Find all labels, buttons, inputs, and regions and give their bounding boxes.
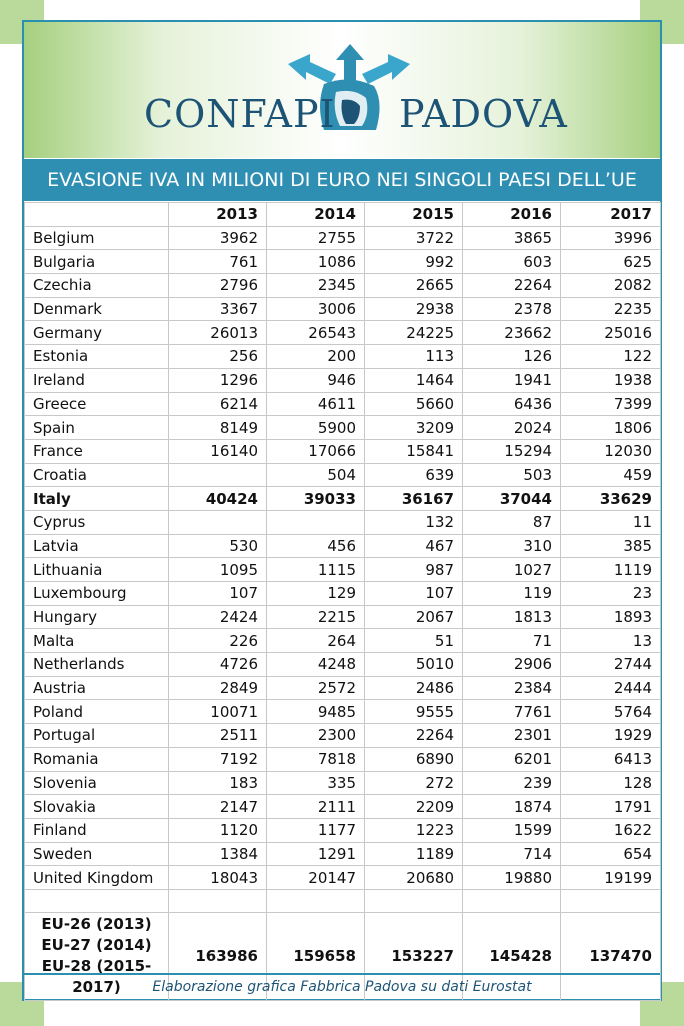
country-cell: Finland bbox=[25, 818, 169, 842]
value-cell: 1622 bbox=[561, 818, 661, 842]
value-cell: 2572 bbox=[267, 676, 365, 700]
page-title: EVASIONE IVA IN MILIONI DI EURO NEI SINGOLI PAESI DELL’UE bbox=[24, 159, 660, 201]
table-row bbox=[25, 416, 661, 440]
spacer-row bbox=[25, 889, 661, 912]
total-label-line: EU-27 (2014) bbox=[41, 936, 152, 955]
value-cell: 5900 bbox=[267, 416, 365, 440]
value-cell: 128 bbox=[561, 771, 661, 795]
value-cell: 20147 bbox=[267, 866, 365, 890]
value-cell: 2345 bbox=[267, 274, 365, 298]
country-cell: Malta bbox=[25, 629, 169, 653]
value-cell: 3865 bbox=[463, 226, 561, 250]
total-value: 163986 bbox=[169, 912, 267, 1000]
value-cell: 5660 bbox=[365, 392, 463, 416]
value-cell: 1813 bbox=[463, 605, 561, 629]
value-cell: 2301 bbox=[463, 724, 561, 748]
value-cell: 9485 bbox=[267, 700, 365, 724]
column-header: 2014 bbox=[267, 203, 365, 227]
country-cell: Croatia bbox=[25, 463, 169, 487]
source-footer: Elaborazione grafica Fabbrica Padova su dati Eurostat bbox=[24, 973, 660, 999]
value-cell: 459 bbox=[561, 463, 661, 487]
column-header bbox=[25, 203, 169, 227]
table-row bbox=[25, 582, 661, 606]
country-cell: Belgium bbox=[25, 226, 169, 250]
value-cell: 2796 bbox=[169, 274, 267, 298]
country-cell: Romania bbox=[25, 747, 169, 771]
value-cell: 122 bbox=[561, 345, 661, 369]
value-cell: 2209 bbox=[365, 795, 463, 819]
value-cell: 12030 bbox=[561, 439, 661, 463]
value-cell: 5764 bbox=[561, 700, 661, 724]
value-cell: 226 bbox=[169, 629, 267, 653]
table-row bbox=[25, 747, 661, 771]
value-cell: 4726 bbox=[169, 653, 267, 677]
table-row bbox=[25, 866, 661, 890]
value-cell: 11 bbox=[561, 510, 661, 534]
value-cell: 2424 bbox=[169, 605, 267, 629]
country-cell: Netherlands bbox=[25, 653, 169, 677]
confapi-padova-logo bbox=[24, 22, 660, 158]
table-row bbox=[25, 392, 661, 416]
value-cell: 18043 bbox=[169, 866, 267, 890]
value-cell: 6436 bbox=[463, 392, 561, 416]
value-cell: 2744 bbox=[561, 653, 661, 677]
arrows-emblem-icon bbox=[24, 22, 660, 158]
country-cell: Austria bbox=[25, 676, 169, 700]
value-cell: 13 bbox=[561, 629, 661, 653]
vat-gap-table bbox=[24, 202, 661, 1001]
table-row bbox=[25, 439, 661, 463]
table-row bbox=[25, 795, 661, 819]
brand-left-text: CONFAPI bbox=[144, 92, 336, 136]
value-cell: 1291 bbox=[267, 842, 365, 866]
value-cell: 4611 bbox=[267, 392, 365, 416]
value-cell: 23 bbox=[561, 582, 661, 606]
value-cell: 272 bbox=[365, 771, 463, 795]
value-cell: 3367 bbox=[169, 297, 267, 321]
value-cell: 2264 bbox=[463, 274, 561, 298]
table-row bbox=[25, 226, 661, 250]
country-cell: Germany bbox=[25, 321, 169, 345]
value-cell: 1464 bbox=[365, 368, 463, 392]
value-cell: 3722 bbox=[365, 226, 463, 250]
table-row bbox=[25, 534, 661, 558]
value-cell: 2378 bbox=[463, 297, 561, 321]
value-cell: 19880 bbox=[463, 866, 561, 890]
total-label-line: 2017) bbox=[72, 978, 121, 997]
value-cell: 2147 bbox=[169, 795, 267, 819]
value-cell: 1027 bbox=[463, 558, 561, 582]
table-row bbox=[25, 558, 661, 582]
value-cell: 1874 bbox=[463, 795, 561, 819]
value-cell: 25016 bbox=[561, 321, 661, 345]
value-cell: 26543 bbox=[267, 321, 365, 345]
value-cell: 23662 bbox=[463, 321, 561, 345]
table-row bbox=[25, 250, 661, 274]
column-header: 2017 bbox=[561, 203, 661, 227]
value-cell: 113 bbox=[365, 345, 463, 369]
value-cell: 256 bbox=[169, 345, 267, 369]
value-cell: 310 bbox=[463, 534, 561, 558]
table-row bbox=[25, 274, 661, 298]
value-cell: 6214 bbox=[169, 392, 267, 416]
value-cell bbox=[169, 463, 267, 487]
value-cell: 2486 bbox=[365, 676, 463, 700]
value-cell: 987 bbox=[365, 558, 463, 582]
value-cell: 16140 bbox=[169, 439, 267, 463]
value-cell: 15294 bbox=[463, 439, 561, 463]
value-cell: 6201 bbox=[463, 747, 561, 771]
country-cell: Portugal bbox=[25, 724, 169, 748]
value-cell: 9555 bbox=[365, 700, 463, 724]
value-cell: 6413 bbox=[561, 747, 661, 771]
value-cell: 2264 bbox=[365, 724, 463, 748]
value-cell: 264 bbox=[267, 629, 365, 653]
value-cell: 3996 bbox=[561, 226, 661, 250]
value-cell bbox=[267, 510, 365, 534]
value-cell: 5010 bbox=[365, 653, 463, 677]
table-row bbox=[25, 463, 661, 487]
value-cell: 2384 bbox=[463, 676, 561, 700]
value-cell: 639 bbox=[365, 463, 463, 487]
value-cell: 2444 bbox=[561, 676, 661, 700]
value-cell: 1938 bbox=[561, 368, 661, 392]
value-cell: 1929 bbox=[561, 724, 661, 748]
value-cell: 107 bbox=[169, 582, 267, 606]
value-cell: 7192 bbox=[169, 747, 267, 771]
value-cell: 1599 bbox=[463, 818, 561, 842]
value-cell: 1791 bbox=[561, 795, 661, 819]
total-value: 159658 bbox=[267, 912, 365, 1000]
value-cell: 1086 bbox=[267, 250, 365, 274]
value-cell: 4248 bbox=[267, 653, 365, 677]
table-row bbox=[25, 724, 661, 748]
value-cell: 2300 bbox=[267, 724, 365, 748]
value-cell: 1223 bbox=[365, 818, 463, 842]
value-cell: 1115 bbox=[267, 558, 365, 582]
value-cell: 603 bbox=[463, 250, 561, 274]
value-cell: 200 bbox=[267, 345, 365, 369]
value-cell: 503 bbox=[463, 463, 561, 487]
table-row bbox=[25, 818, 661, 842]
value-cell: 2215 bbox=[267, 605, 365, 629]
country-cell: Spain bbox=[25, 416, 169, 440]
value-cell: 2906 bbox=[463, 653, 561, 677]
value-cell: 15841 bbox=[365, 439, 463, 463]
table-row bbox=[25, 700, 661, 724]
table-row bbox=[25, 771, 661, 795]
value-cell: 2111 bbox=[267, 795, 365, 819]
value-cell: 33629 bbox=[561, 487, 661, 511]
value-cell: 946 bbox=[267, 368, 365, 392]
value-cell: 2511 bbox=[169, 724, 267, 748]
country-cell: Latvia bbox=[25, 534, 169, 558]
value-cell: 7761 bbox=[463, 700, 561, 724]
table-row bbox=[25, 510, 661, 534]
value-cell bbox=[169, 510, 267, 534]
value-cell: 10071 bbox=[169, 700, 267, 724]
value-cell: 2938 bbox=[365, 297, 463, 321]
country-cell: Czechia bbox=[25, 274, 169, 298]
value-cell: 3962 bbox=[169, 226, 267, 250]
value-cell: 3209 bbox=[365, 416, 463, 440]
table-body bbox=[25, 226, 661, 1000]
value-cell: 2665 bbox=[365, 274, 463, 298]
value-cell: 87 bbox=[463, 510, 561, 534]
value-cell: 8149 bbox=[169, 416, 267, 440]
value-cell: 7818 bbox=[267, 747, 365, 771]
value-cell: 335 bbox=[267, 771, 365, 795]
country-cell: United Kingdom bbox=[25, 866, 169, 890]
value-cell: 1177 bbox=[267, 818, 365, 842]
country-cell: Greece bbox=[25, 392, 169, 416]
value-cell: 24225 bbox=[365, 321, 463, 345]
country-cell: Lithuania bbox=[25, 558, 169, 582]
table-row bbox=[25, 487, 661, 511]
value-cell: 20680 bbox=[365, 866, 463, 890]
table-row bbox=[25, 345, 661, 369]
table-row bbox=[25, 321, 661, 345]
value-cell: 26013 bbox=[169, 321, 267, 345]
table-row bbox=[25, 842, 661, 866]
value-cell: 39033 bbox=[267, 487, 365, 511]
total-value: 153227 bbox=[365, 912, 463, 1000]
value-cell: 19199 bbox=[561, 866, 661, 890]
infographic-frame bbox=[22, 20, 662, 1001]
value-cell: 183 bbox=[169, 771, 267, 795]
country-cell: France bbox=[25, 439, 169, 463]
country-cell: Slovakia bbox=[25, 795, 169, 819]
table-row bbox=[25, 368, 661, 392]
total-label-line: EU-26 (2013) bbox=[41, 915, 152, 934]
table-row bbox=[25, 653, 661, 677]
value-cell: 126 bbox=[463, 345, 561, 369]
value-cell: 132 bbox=[365, 510, 463, 534]
value-cell: 1384 bbox=[169, 842, 267, 866]
value-cell: 2849 bbox=[169, 676, 267, 700]
value-cell: 1296 bbox=[169, 368, 267, 392]
value-cell: 1095 bbox=[169, 558, 267, 582]
value-cell: 239 bbox=[463, 771, 561, 795]
value-cell: 467 bbox=[365, 534, 463, 558]
value-cell: 2235 bbox=[561, 297, 661, 321]
country-cell: Slovenia bbox=[25, 771, 169, 795]
country-cell: Luxembourg bbox=[25, 582, 169, 606]
country-cell: Ireland bbox=[25, 368, 169, 392]
table-header-row bbox=[25, 203, 661, 227]
value-cell: 714 bbox=[463, 842, 561, 866]
country-cell: Bulgaria bbox=[25, 250, 169, 274]
value-cell: 504 bbox=[267, 463, 365, 487]
column-header: 2013 bbox=[169, 203, 267, 227]
country-cell: Denmark bbox=[25, 297, 169, 321]
value-cell: 385 bbox=[561, 534, 661, 558]
brand-right-text: PADOVA bbox=[399, 92, 568, 136]
value-cell: 2067 bbox=[365, 605, 463, 629]
value-cell: 37044 bbox=[463, 487, 561, 511]
value-cell: 530 bbox=[169, 534, 267, 558]
country-cell: Sweden bbox=[25, 842, 169, 866]
country-cell: Cyprus bbox=[25, 510, 169, 534]
value-cell: 6890 bbox=[365, 747, 463, 771]
total-label-line: EU-28 (2015- bbox=[41, 957, 152, 976]
value-cell: 1941 bbox=[463, 368, 561, 392]
value-cell: 7399 bbox=[561, 392, 661, 416]
value-cell: 456 bbox=[267, 534, 365, 558]
total-value: 137470 bbox=[561, 912, 661, 1000]
column-header: 2015 bbox=[365, 203, 463, 227]
total-value: 145428 bbox=[463, 912, 561, 1000]
table-row bbox=[25, 605, 661, 629]
value-cell: 625 bbox=[561, 250, 661, 274]
value-cell: 1806 bbox=[561, 416, 661, 440]
country-cell: Estonia bbox=[25, 345, 169, 369]
value-cell: 1189 bbox=[365, 842, 463, 866]
country-cell: Poland bbox=[25, 700, 169, 724]
value-cell: 107 bbox=[365, 582, 463, 606]
value-cell: 129 bbox=[267, 582, 365, 606]
value-cell: 2082 bbox=[561, 274, 661, 298]
value-cell: 2755 bbox=[267, 226, 365, 250]
table-row bbox=[25, 629, 661, 653]
country-cell: Hungary bbox=[25, 605, 169, 629]
value-cell: 992 bbox=[365, 250, 463, 274]
value-cell: 71 bbox=[463, 629, 561, 653]
value-cell: 761 bbox=[169, 250, 267, 274]
value-cell: 1120 bbox=[169, 818, 267, 842]
value-cell: 1893 bbox=[561, 605, 661, 629]
table-row bbox=[25, 297, 661, 321]
value-cell: 654 bbox=[561, 842, 661, 866]
value-cell: 40424 bbox=[169, 487, 267, 511]
value-cell: 119 bbox=[463, 582, 561, 606]
value-cell: 3006 bbox=[267, 297, 365, 321]
country-cell: Italy bbox=[25, 487, 169, 511]
value-cell: 51 bbox=[365, 629, 463, 653]
header bbox=[24, 22, 660, 158]
value-cell: 36167 bbox=[365, 487, 463, 511]
table-row bbox=[25, 676, 661, 700]
column-header: 2016 bbox=[463, 203, 561, 227]
value-cell: 1119 bbox=[561, 558, 661, 582]
value-cell: 17066 bbox=[267, 439, 365, 463]
value-cell: 2024 bbox=[463, 416, 561, 440]
